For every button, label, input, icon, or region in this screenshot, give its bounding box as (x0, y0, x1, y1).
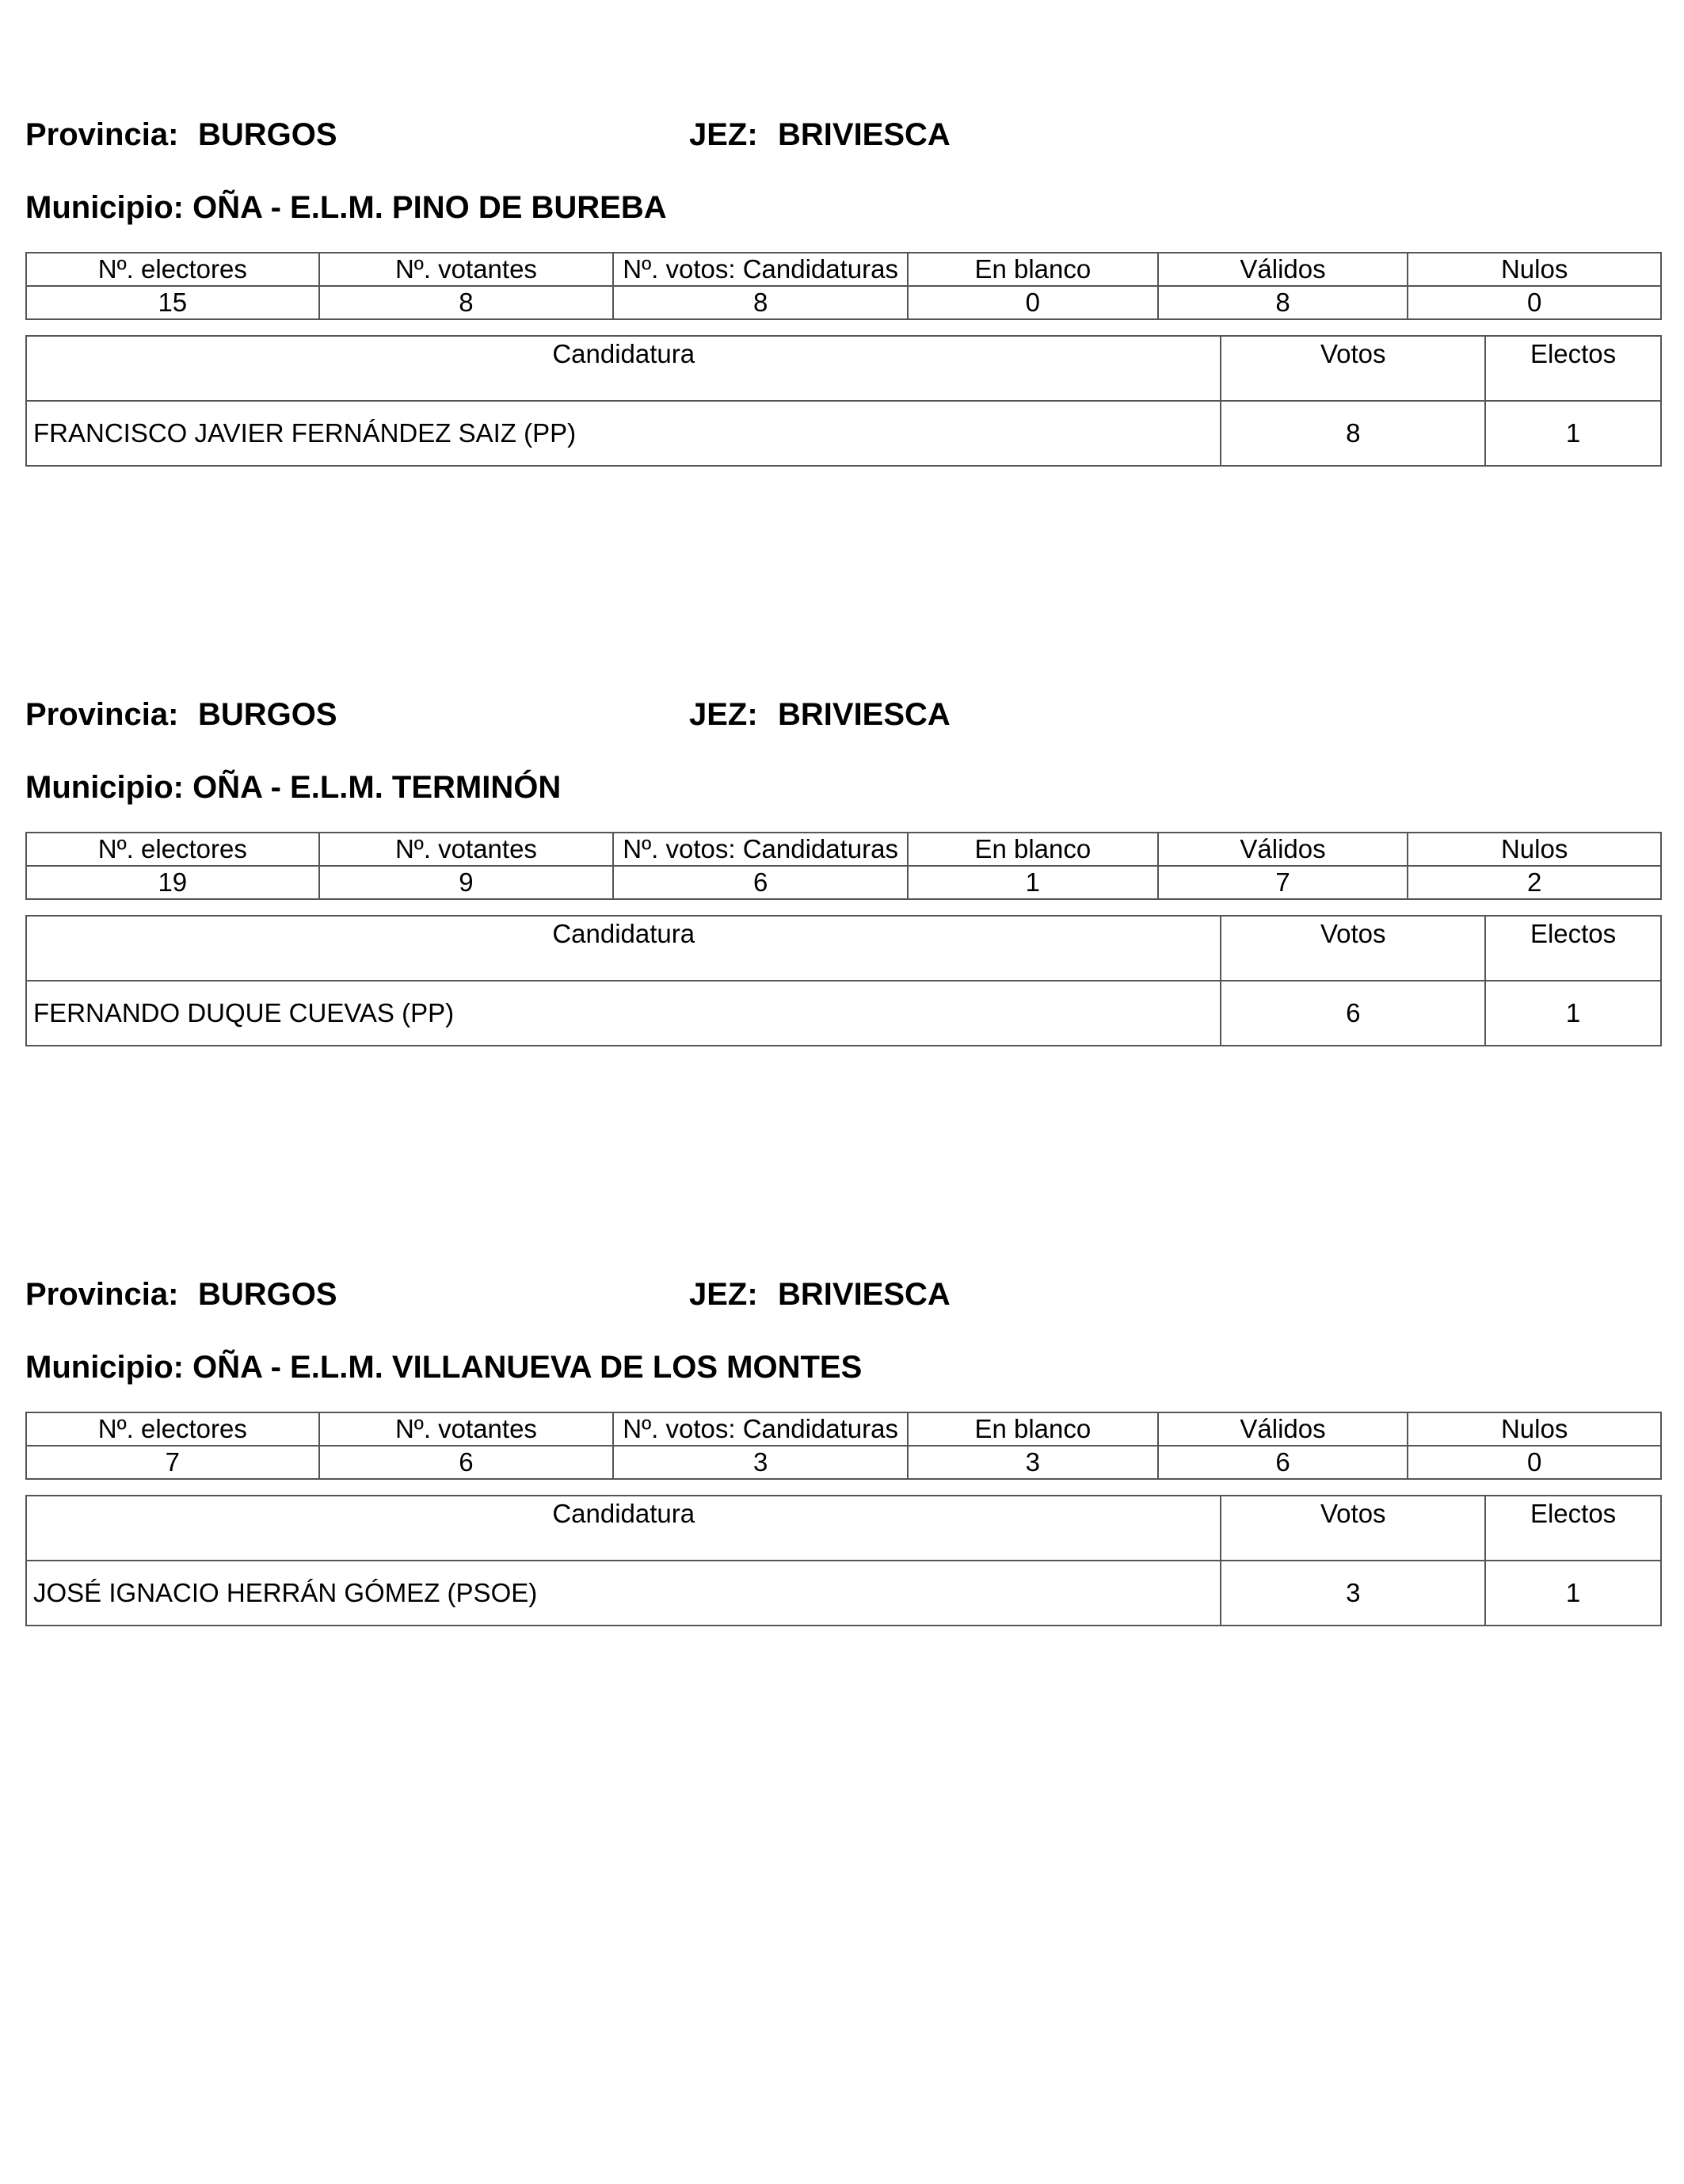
municipio-line (25, 1344, 1662, 1391)
stats-header-cell: Válidos (1158, 833, 1408, 866)
stats-table (25, 252, 1662, 320)
votos-header: Votos (1221, 336, 1485, 401)
candidatura-votos: 8 (1221, 401, 1485, 466)
candidatura-name: JOSÉ IGNACIO HERRÁN GÓMEZ (PSOE) (26, 1561, 1221, 1626)
provincia-value: BURGOS (198, 697, 337, 732)
electos-header: Electos (1485, 916, 1661, 981)
stats-value-cell: 8 (613, 286, 908, 319)
stats-value-cell: 3 (908, 1446, 1158, 1479)
electos-header: Electos (1485, 1496, 1661, 1561)
stats-value-cell: 6 (1158, 1446, 1408, 1479)
stats-table (25, 832, 1662, 900)
stats-header-cell: En blanco (908, 1412, 1158, 1446)
stats-value-cell: 6 (319, 1446, 614, 1479)
provincia-value: BURGOS (198, 117, 337, 152)
provincia-label: Provincia: (25, 1277, 179, 1312)
stats-header-cell: Nulos (1408, 253, 1661, 286)
candidatura-header-row (26, 336, 1661, 401)
candidatura-votos: 6 (1221, 981, 1485, 1046)
candidatura-table (25, 335, 1662, 467)
candidatura-name: FERNANDO DUQUE CUEVAS (PP) (26, 981, 1221, 1046)
electos-header: Electos (1485, 336, 1661, 401)
header-row (25, 691, 1662, 738)
stats-header-cell: Nº. electores (26, 833, 319, 866)
stats-header-row (26, 253, 1661, 286)
jez-value: BRIVIESCA (778, 117, 951, 152)
stats-value-cell: 8 (319, 286, 614, 319)
stats-header-cell: En blanco (908, 253, 1158, 286)
stats-header-cell: Nº. votos: Candidaturas (613, 253, 908, 286)
candidatura-table (25, 1495, 1662, 1626)
candidatura-name: FRANCISCO JAVIER FERNÁNDEZ SAIZ (PP) (26, 401, 1221, 466)
candidatura-row (26, 981, 1661, 1046)
municipio-label: Municipio: (25, 190, 193, 225)
stats-value-cell: 6 (613, 866, 908, 899)
stats-header-cell: Nº. votantes (319, 833, 614, 866)
stats-header-cell: Válidos (1158, 253, 1408, 286)
candidatura-votos: 3 (1221, 1561, 1485, 1626)
stats-value-cell: 8 (1158, 286, 1408, 319)
votos-header: Votos (1221, 916, 1485, 981)
candidatura-row (26, 1561, 1661, 1626)
stats-value-cell: 2 (1408, 866, 1661, 899)
candidatura-header: Candidatura (26, 336, 1221, 401)
candidatura-electos: 1 (1485, 1561, 1661, 1626)
municipio-label: Municipio: (25, 1350, 193, 1385)
stats-header-cell: Válidos (1158, 1412, 1408, 1446)
stats-header-cell: Nº. electores (26, 1412, 319, 1446)
stats-header-cell: Nº. votos: Candidaturas (613, 833, 908, 866)
candidatura-header: Candidatura (26, 916, 1221, 981)
stats-value-cell: 7 (26, 1446, 319, 1479)
municipio-value: OÑA - E.L.M. VILLANUEVA DE LOS MONTES (192, 1350, 863, 1385)
stats-value-cell: 7 (1158, 866, 1408, 899)
header-row (25, 1271, 1662, 1318)
stats-value-row (26, 1446, 1661, 1479)
candidatura-row (26, 401, 1661, 466)
jez-label: JEZ: (689, 117, 758, 152)
stats-value-cell: 0 (1408, 1446, 1661, 1479)
jez-value: BRIVIESCA (778, 697, 951, 732)
stats-header-cell: Nº. votos: Candidaturas (613, 1412, 908, 1446)
stats-value-cell: 0 (908, 286, 1158, 319)
stats-header-cell: Nº. votantes (319, 1412, 614, 1446)
stats-value-cell: 0 (1408, 286, 1661, 319)
provincia-label: Provincia: (25, 697, 179, 732)
stats-value-cell: 9 (319, 866, 614, 899)
stats-value-cell: 3 (613, 1446, 908, 1479)
municipio-value: OÑA - E.L.M. TERMINÓN (192, 770, 562, 805)
candidatura-header-row (26, 916, 1661, 981)
provincia-label: Provincia: (25, 117, 179, 152)
stats-value-cell: 15 (26, 286, 319, 319)
municipio-line (25, 184, 1662, 231)
jez-value: BRIVIESCA (778, 1277, 951, 1312)
candidatura-header: Candidatura (26, 1496, 1221, 1561)
stats-value-cell: 19 (26, 866, 319, 899)
stats-header-row (26, 1412, 1661, 1446)
header-row (25, 111, 1662, 158)
candidatura-table (25, 915, 1662, 1046)
jez-label: JEZ: (689, 1277, 758, 1312)
candidatura-electos: 1 (1485, 401, 1661, 466)
stats-value-row (26, 286, 1661, 319)
stats-value-row (26, 866, 1661, 899)
stats-header-row (26, 833, 1661, 866)
jez-label: JEZ: (689, 697, 758, 732)
stats-value-cell: 1 (908, 866, 1158, 899)
stats-header-cell: Nº. votantes (319, 253, 614, 286)
stats-header-cell: Nulos (1408, 1412, 1661, 1446)
stats-header-cell: Nº. electores (26, 253, 319, 286)
provincia-value: BURGOS (198, 1277, 337, 1312)
municipio-value: OÑA - E.L.M. PINO DE BUREBA (192, 190, 667, 225)
municipio-label: Municipio: (25, 770, 193, 805)
candidatura-header-row (26, 1496, 1661, 1561)
stats-header-cell: Nulos (1408, 833, 1661, 866)
municipio-line (25, 764, 1662, 811)
stats-table (25, 1412, 1662, 1480)
stats-header-cell: En blanco (908, 833, 1158, 866)
candidatura-electos: 1 (1485, 981, 1661, 1046)
votos-header: Votos (1221, 1496, 1485, 1561)
